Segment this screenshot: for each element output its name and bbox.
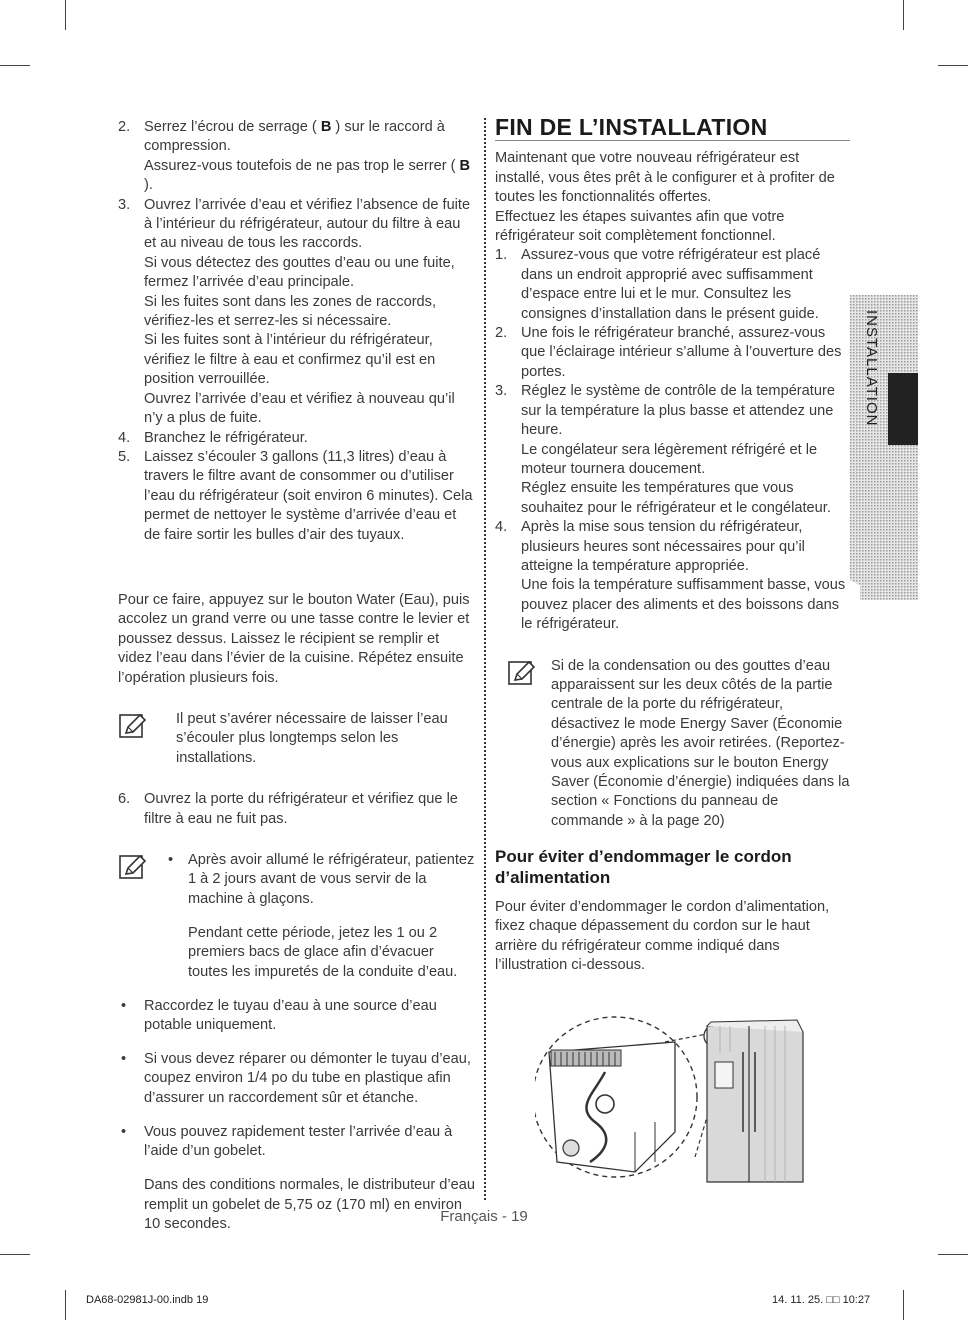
side-tab-label: INSTALLATION — [863, 310, 880, 427]
crop-mark — [65, 1290, 66, 1320]
bullet-dot: • — [121, 1123, 127, 1140]
refrigerator-drawing — [707, 1020, 803, 1182]
bullet-text: Dans des conditions normales, le distributeur d’eau remplit un gobelet de 5,75 oz (170 ml) en environ 10 secondes. — [144, 1177, 475, 1233]
step-line: Réglez ensuite les températures que vous souhaitez pour le réfrigérateur et le congélateur. — [521, 480, 831, 516]
step-1 — [495, 246, 850, 324]
paragraph-text: Pour éviter d’endommager le cordon d’alimentation, fixez chaque dépassement du cordon sur le haut arrière du réfrigérateur comme indiqué dans l’illustration ci-dessous. — [495, 898, 830, 974]
note-icon — [118, 712, 148, 740]
intro — [495, 149, 850, 246]
bullet-dot: • — [121, 1051, 127, 1068]
bullet-text: Si vous devez réparer ou démonter le tuyau d’eau, coupez environ 1/4 po du tube en plastique afin d’assurer un raccordement sûr et étanche. — [144, 1051, 471, 1106]
step-line: Le congélateur sera légèrement réfrigéré et le moteur tournera doucement. — [521, 441, 818, 477]
step-line: Branchez le réfrigérateur. — [144, 429, 308, 446]
step-line: Assurez-vous que votre réfrigérateur est placé dans un endroit approprié avec suffisamment d’espace entre lui et le mur. Consultez les consignes d’installation dans le présent guide. — [521, 247, 821, 322]
bullet-item — [118, 997, 476, 1036]
paragraph-text: Pour ce faire, appuyez sur le bouton Water (Eau), puis accolez un grand verre ou une tasse contre le levier et poussez dessus. Laissez le récipient se remplir et videz l’eau dans l’évier de la cuisine. Répétez ensuite l’opération plusieurs fois. — [118, 591, 470, 686]
step-line: Si les fuites sont à l’intérieur du réfrigérateur, vérifiez le filtre à eau et confirmez qu’il est en position verrouillée. — [144, 332, 436, 388]
print-file-name: DA68-02981J-00.indb 19 — [86, 1294, 209, 1306]
step-2 — [118, 118, 476, 196]
bullet-dot: • — [121, 997, 127, 1014]
step-line: Ouvrez l’arrivée d’eau et vérifiez l’absence de fuite à l’intérieur du réfrigérateur, autour du filtre à eau et au niveau de tous les raccords. — [144, 196, 471, 252]
step-5 — [118, 448, 476, 545]
note-block — [495, 657, 850, 832]
text: ). — [144, 177, 153, 194]
note-icon — [507, 659, 537, 687]
bullet-item — [118, 1050, 476, 1108]
step-6 — [118, 790, 476, 829]
step-number: 5. — [118, 448, 131, 465]
subsection-title: Pour éviter d’endommager le cordon d’alimentation — [495, 846, 792, 887]
print-date: 14. 11. 25. □□ 10:27 — [772, 1294, 871, 1306]
step-line: Une fois la température suffisamment basse, vous pouvez placer des aliments et des boissons dans le réfrigérateur. — [521, 577, 846, 633]
step-4 — [495, 518, 850, 634]
right-column — [495, 114, 850, 975]
crop-mark — [938, 65, 968, 66]
intro-text: Maintenant que votre nouveau réfrigérateur est installé, vous êtes prêt à le configurer et à profiter de toutes les fonctionnalités offertes. — [495, 150, 835, 206]
note-icon — [118, 853, 148, 881]
step-line: Si vous détectez des gouttes d’eau ou une fuite, fermez l’arrivée d’eau principale. — [144, 254, 455, 291]
crop-mark — [938, 1254, 968, 1255]
paragraph — [118, 591, 476, 688]
crop-mark — [903, 1290, 904, 1320]
step-number: 4. — [118, 429, 131, 446]
step-number: 2. — [495, 325, 508, 342]
bullet-dot: • — [168, 852, 174, 868]
left-column — [118, 118, 476, 1249]
step-number: 1. — [495, 247, 508, 264]
section-title: FIN DE L’INSTALLATION — [495, 118, 850, 141]
paragraph — [495, 898, 850, 976]
text: ) sur le raccord à compression. — [144, 119, 445, 155]
step-line: Ouvrez la porte du réfrigérateur et vérifiez que le filtre à eau ne fuit pas. — [144, 791, 458, 827]
step-text — [144, 157, 476, 196]
text: Serrez l’écrou de serrage ( — [144, 119, 321, 135]
page-number: Français - 19 — [440, 1208, 528, 1225]
note-line: Après avoir allumé le réfrigérateur, patientez 1 à 2 jours avant de vous servir de la machine à glaçons. — [188, 852, 475, 907]
step-text — [144, 118, 476, 157]
crop-mark — [0, 65, 30, 66]
step-4 — [118, 429, 476, 448]
step-line: Après la mise sous tension du réfrigérateur, plusieurs heures sont nécessaires pour qu’il atteigne la température appropriée. — [521, 519, 805, 574]
note-text: Si de la condensation ou des gouttes d’eau apparaissent sur les deux côtés de la partie centrale de la porte du réfrigérateur, désactivez le mode Energy Saver (Économie d’énergie) après les avoir retirées. (Reportez-vous aux explications sur le bouton Energy Saver (Économie d’énergie) indiquées dans la section « Fonctions du panneau de commande » à la page 20) — [551, 657, 850, 829]
column-divider — [484, 118, 486, 1200]
step-number: 2. — [118, 119, 131, 135]
part-letter: B — [459, 157, 471, 174]
power-cord-illustration — [535, 1012, 835, 1187]
text: Assurez-vous toutefois de ne pas trop le serrer ( — [144, 157, 460, 174]
step-number: 3. — [495, 383, 508, 400]
step-line: Ouvrez l’arrivée d’eau et vérifiez à nouveau qu’il n’y a plus de fuite. — [144, 390, 455, 427]
step-line: Laissez s’écouler 3 gallons (11,3 litres) d’eau à travers le filtre avant de consommer ou d’utiliser l’eau du réfrigérateur (soit environ 6 minutes). Cela permet de nettoyer le système d’arrivée d’eau et de faire sortir les bulles d’air des tuyaux. — [144, 448, 473, 543]
note-block — [118, 710, 476, 768]
step-line: Si les fuites sont dans les zones de raccords, vérifiez-les et serrez-les si nécessaire. — [144, 293, 437, 330]
bullet-text: Vous pouvez rapidement tester l’arrivée d’eau à l’aide d’un gobelet. — [144, 1123, 453, 1160]
step-3 — [495, 382, 850, 518]
step-2 — [495, 324, 850, 382]
step-number: 3. — [118, 196, 131, 213]
part-letter: B — [320, 119, 332, 135]
step-number: 6. — [118, 791, 131, 808]
bullet-text: Raccordez le tuyau d’eau à une source d’eau potable uniquement. — [144, 997, 437, 1034]
step-number: 4. — [495, 519, 508, 536]
crop-mark — [65, 0, 66, 30]
step-3 — [118, 196, 476, 429]
step-line: Réglez le système de contrôle de la température sur la température la plus basse et attendez une heure. — [521, 383, 835, 439]
note-text: Il peut s’avérer nécessaire de laisser l’eau s’écouler plus longtemps selon les installations. — [176, 710, 448, 766]
crop-mark — [0, 1254, 30, 1255]
intro-text: Effectuez les étapes suivantes afin que votre réfrigérateur soit complètement fonctionnel. — [495, 208, 785, 245]
fridge-top-detail — [549, 1042, 675, 1172]
crop-mark — [903, 0, 904, 30]
note-line: Pendant cette période, jetez les 1 ou 2 premiers bacs de glace afin d’évacuer toutes les impuretés de la conduite d’eau. — [188, 924, 458, 980]
step-line: Une fois le réfrigérateur branché, assurez-vous que l’éclairage intérieur s’allume à l’ouverture des portes. — [521, 325, 842, 380]
note-block — [118, 851, 476, 982]
